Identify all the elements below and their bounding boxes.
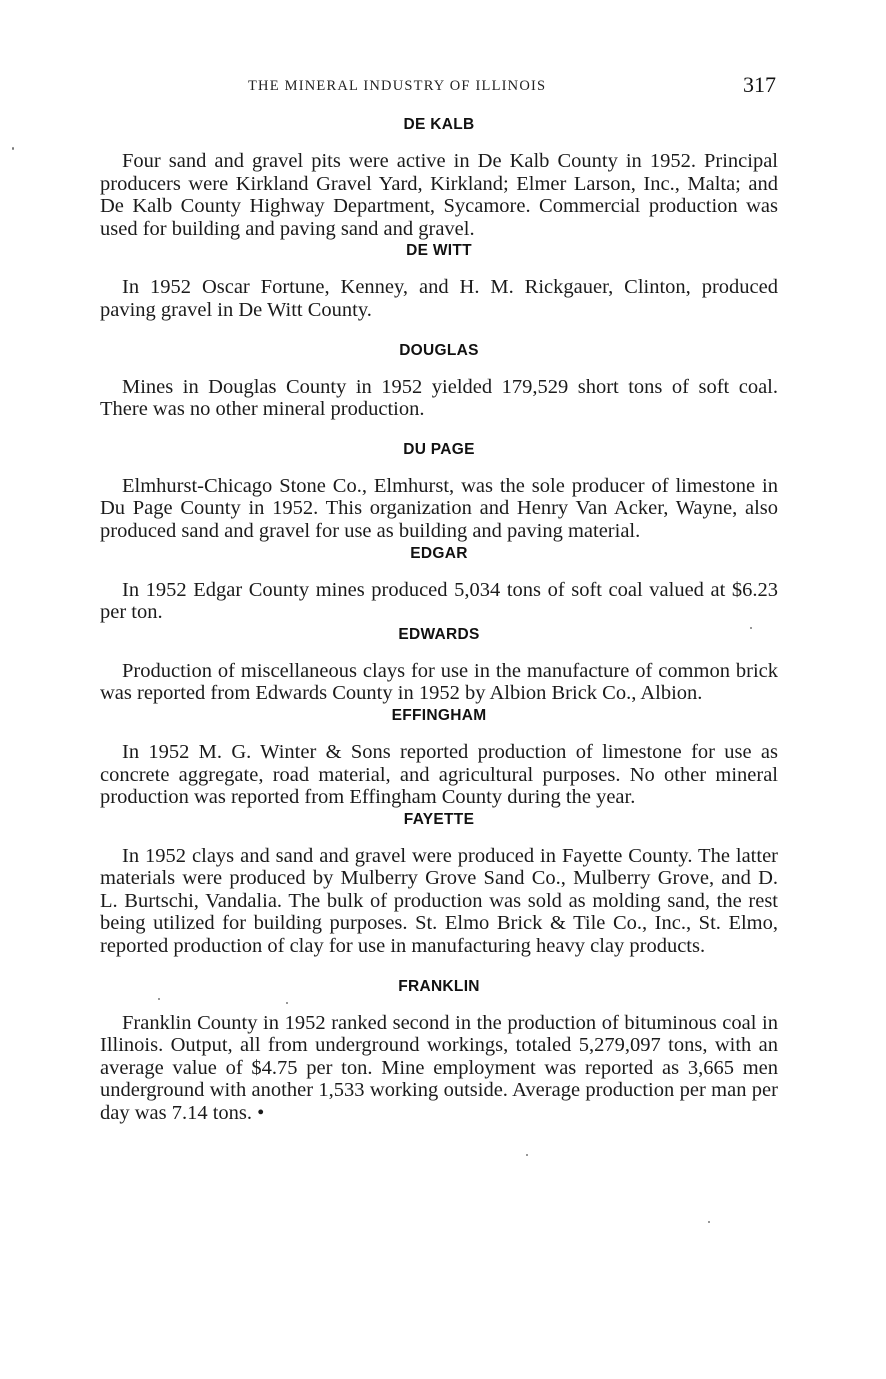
section-paragraph: In 1952 clays and sand and gravel were produced in Fayette County. The latter materials were produced by Mulberry Grove Sand Co., Mulberry Grove, and D. L. Burtschi, Vandalia. The bulk of production was sold as molding sand, the rest being utilized for building purposes. St. Elmo Brick & Tile Co., Inc., St. Elmo, reported production of clay for use in manufacturing heavy clay products.	[100, 844, 778, 958]
section-heading: DOUGLAS	[399, 341, 479, 359]
section-de-kalb	[100, 116, 778, 240]
section-fayette	[100, 811, 778, 958]
section-de-witt	[100, 242, 778, 321]
scan-speck	[708, 1221, 710, 1223]
section-heading: DU PAGE	[403, 440, 475, 458]
section-heading: EDGAR	[410, 544, 468, 562]
scan-speck	[286, 1002, 288, 1004]
section-douglas	[100, 342, 778, 421]
section-du-page	[100, 441, 778, 543]
section-paragraph: In 1952 Oscar Fortune, Kenney, and H. M. Rickgauer, Clinton, produced paving gravel in De Witt County.	[100, 276, 778, 321]
section-effingham	[100, 707, 778, 809]
section-edgar	[100, 545, 778, 624]
section-franklin	[100, 978, 778, 1125]
section-heading: EFFINGHAM	[391, 706, 487, 724]
section-paragraph: Production of miscellaneous clays for use in the manufacture of common brick was reported from Edwards County in 1952 by Albion Brick Co., Albion.	[100, 659, 778, 705]
section-paragraph: Mines in Douglas County in 1952 yielded 179,529 short tons of soft coal. There was no other mineral production.	[100, 375, 778, 421]
scan-speck	[526, 1154, 528, 1156]
section-heading: DE WITT	[406, 242, 472, 260]
section-paragraph: Franklin County in 1952 ranked second in the production of bituminous coal in Illinois. Output, all from underground workings, totaled 5,279,097 tons, with an average value of $4.75 per ton. Mine employment was reported as 3,665 men underground with another 1,533 working outside. Average production per man per day was 7.14 tons. •	[100, 1011, 778, 1125]
section-paragraph: In 1952 Edgar County mines produced 5,034 tons of soft coal valued at $6.23 per ton.	[100, 578, 778, 624]
page-number: 317	[743, 72, 776, 97]
scan-speck	[750, 627, 752, 629]
section-edwards	[100, 626, 778, 705]
section-paragraph: Elmhurst-Chicago Stone Co., Elmhurst, was the sole producer of limestone in Du Page County in 1952. This organization and Henry Van Acker, Wayne, also produced sand and gravel for use as building and paving material.	[100, 474, 778, 542]
running-header	[100, 72, 780, 102]
section-heading: DE KALB	[403, 116, 475, 133]
document-body	[100, 116, 778, 1125]
section-paragraph: In 1952 M. G. Winter & Sons reported production of limestone for use as concrete aggregate, road material, and agricultural purposes. No other mineral production was reported from Effingham County during the year.	[100, 740, 778, 809]
section-paragraph: Four sand and gravel pits were active in De Kalb County in 1952. Principal producers were Kirkland Gravel Yard, Kirkland; Elmer Larson, Inc., Malta; and De Kalb County Highway Department, Sycamore. Commercial production was used for building and paving sand and gravel.	[100, 150, 778, 240]
section-heading: FRANKLIN	[398, 977, 480, 995]
section-heading: EDWARDS	[398, 625, 480, 643]
section-heading: FAYETTE	[403, 810, 475, 828]
running-title: THE MINERAL INDUSTRY OF ILLINOIS	[248, 78, 547, 94]
scan-speck	[12, 147, 14, 150]
scan-speck	[158, 998, 160, 1000]
